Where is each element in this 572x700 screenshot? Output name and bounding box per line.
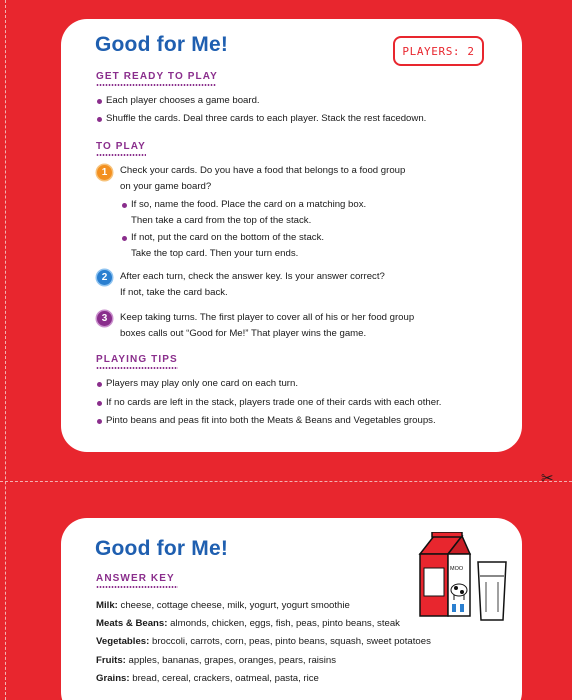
milk-carton-glass-illustration [412,532,516,624]
answer-text: cheese, cottage cheese, milk, yogurt, yogurt smoothie [117,600,350,611]
heading-underline [96,154,146,156]
step-2-badge: 2 [97,270,112,285]
left-cut-guide [5,0,6,700]
answer-label: Vegetables: [96,636,150,647]
answer-text: apples, bananas, grapes, oranges, pears, raisins [125,655,336,666]
list-item: Players may play only one card on each turn. [106,378,298,389]
answer-text: almonds, chicken, eggs, fish, peas, pinto beans, steak [167,618,400,629]
answer-row [96,655,336,666]
heading-underline [96,367,178,369]
step-2-text: If not, take the card back. [120,287,228,298]
list-item: Pinto beans and peas fit into both the Meats & Beans and Vegetables groups. [106,415,436,426]
sub-item: If not, put the card on the bottom of the stack. [131,232,325,243]
step-1-badge: 1 [97,165,112,180]
list-item: Shuffle the cards. Deal three cards to each player. Stack the rest facedown. [106,113,427,124]
heading-underline [96,84,216,86]
step-3-badge: 3 [97,311,112,326]
carton-lettering: MOO [450,566,464,572]
sub-item: Take the top card. Then your turn ends. [131,248,299,259]
sub-item: Then take a card from the top of the stack. [131,215,312,226]
scissors-icon: ✂ [541,470,554,487]
answer-row [96,673,319,684]
answer-text: broccoli, carrots, corn, peas, pinto beans, squash, sweet potatoes [149,636,431,647]
answer-label: Meats & Beans: [96,618,168,629]
answer-row [96,618,400,629]
list-item: Each player chooses a game board. [106,95,260,106]
bullet [122,203,127,208]
step-2-text: After each turn, check the answer key. Is your answer correct? [120,271,385,282]
answer-key-heading: ANSWER KEY [96,573,175,584]
playing-tips-heading: PLAYING TIPS [96,354,178,365]
list-item: If no cards are left in the stack, players trade one of their cards with each other. [106,397,442,408]
bullet [97,419,102,424]
bullet [122,236,127,241]
to-play-heading: TO PLAY [96,141,146,152]
get-ready-heading: GET READY TO PLAY [96,71,218,82]
step-3-text: Keep taking turns. The first player to cover all of his or her food group [120,312,415,323]
cut-line [0,481,572,482]
sub-item: If so, name the food. Place the card on a matching box. [131,199,367,210]
players-badge: PLAYERS: 2 [393,36,484,66]
answer-row [96,636,431,647]
bullet [97,401,102,406]
step-1-text: Check your cards. Do you have a food that belongs to a food group [120,165,406,176]
game-rules-card [61,19,522,452]
bullet [97,99,102,104]
bullet [97,382,102,387]
answer-label: Milk: [96,600,118,611]
answer-label: Fruits: [96,655,126,666]
card-title: Good for Me! [95,33,229,56]
heading-underline [96,586,178,588]
answer-label: Grains: [96,673,130,684]
card-title: Good for Me! [95,537,229,560]
answer-row [96,600,350,611]
answer-text: bread, cereal, crackers, oatmeal, pasta, rice [129,673,319,684]
bullet [97,117,102,122]
step-3-text: boxes calls out “Good for Me!” That player wins the game. [120,328,367,339]
step-1-text: on your game board? [120,181,212,192]
